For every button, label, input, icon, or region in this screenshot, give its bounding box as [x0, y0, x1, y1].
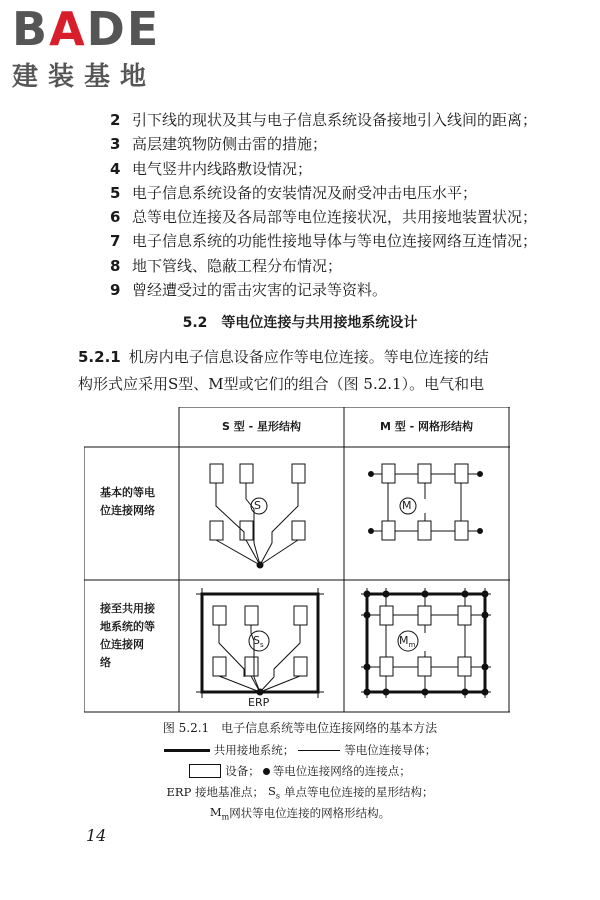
list-text: 总等电位连接及各局部等电位连接状况，共用接地装置状况； — [132, 208, 538, 227]
mm-label — [399, 632, 415, 654]
row-label-line: 基本的等电 — [100, 486, 155, 499]
legend-ss — [268, 784, 280, 800]
requirements-list — [110, 108, 537, 302]
list-text: 曾经遭受过的雷击灾害的记录等资料。 — [132, 281, 388, 300]
mm-main: M — [399, 634, 409, 647]
page-number: 14 — [86, 826, 107, 845]
logo-letter-e: E — [126, 2, 161, 56]
list-number: 4 — [110, 159, 121, 178]
ss-sub: s — [259, 641, 264, 650]
paragraph-line-2: 构形式应采用S型、M型或它们的组合（图 5.2.1）。电气和电 — [78, 375, 485, 393]
figure-5-2-1 — [84, 407, 510, 713]
list-number: 5 — [110, 183, 121, 202]
legend-conductor: 等电位连接导体； — [344, 743, 437, 757]
list-item — [110, 132, 537, 156]
column-header-m: M 型 - 网格形结构 — [379, 420, 473, 433]
bade-logo — [12, 2, 161, 93]
logo-word — [12, 2, 161, 56]
ss-sub: s — [275, 791, 280, 801]
erp-label: ERP — [248, 696, 270, 709]
list-number: 3 — [110, 135, 121, 154]
m-type-basic-mesh — [369, 464, 483, 540]
list-text: 电气竖井内线路敷设情况； — [132, 159, 313, 178]
mm-main: M — [209, 805, 222, 819]
legend-erp: ERP 接地基准点； — [166, 785, 264, 800]
list-item — [110, 205, 537, 229]
ss-main: S — [267, 784, 276, 798]
clause-number: 5.2.1 — [78, 348, 121, 366]
list-item — [110, 181, 537, 205]
row-label-line: 接至共用接 — [100, 602, 155, 615]
logo-subtitle: 建装基地 — [12, 62, 157, 92]
legend-row-3 — [0, 784, 600, 800]
m-type-common-earthing — [361, 588, 491, 698]
logo-letter-a: A — [49, 2, 87, 56]
list-text: 地下管线、隐蔽工程分布情况； — [132, 256, 343, 275]
legend-row-1 — [0, 742, 600, 758]
ss-main: S — [253, 634, 260, 647]
s-type-basic-star — [210, 464, 305, 568]
connection-dot-symbol — [263, 768, 270, 775]
list-number: 6 — [110, 208, 121, 227]
thin-line-symbol — [298, 750, 340, 751]
mm-sub: m — [408, 641, 416, 650]
m-label: M — [402, 499, 412, 512]
row-label-common — [100, 600, 155, 672]
s-label: S — [254, 499, 261, 512]
row-label-basic — [100, 484, 155, 520]
legend-device: 设备； — [225, 764, 260, 778]
figure-caption: 图 5.2.1 电子信息系统等电位连接网络的基本方法 — [162, 721, 438, 735]
legend-connection-point: 等电位连接网络的连接点； — [272, 764, 411, 778]
list-number: 8 — [110, 256, 121, 275]
paragraph-5-2-1 — [78, 344, 548, 398]
list-item — [110, 278, 537, 302]
logo-letter-d: D — [86, 2, 127, 56]
legend-row-2 — [0, 763, 600, 779]
paragraph-text-1: 机房内电子信息设备应作等电位连接。等电位连接的结 — [128, 348, 489, 366]
legend-row-4 — [0, 805, 600, 821]
list-item — [110, 229, 537, 253]
mm-sub: m — [221, 812, 230, 822]
list-text: 电子信息系统的功能性接地导体与等电位连接网络互连情况； — [132, 232, 538, 251]
legend-star: 单点等电位连接的星形结构； — [283, 785, 434, 800]
list-text: 引下线的现状及其与电子信息系统设备接地引入线间的距离； — [132, 111, 538, 129]
device-box-symbol — [189, 764, 221, 778]
section-title: 5.2 等电位连接与共用接地系统设计 — [182, 315, 418, 331]
row-label-line: 位连接网络 — [100, 504, 155, 517]
row-label-line: 位连接网 — [100, 638, 144, 651]
list-text: 电子信息系统设备的安装情况及耐受冲击电压水平； — [132, 183, 478, 202]
row-label-line: 络 — [100, 656, 111, 669]
ss-label — [253, 632, 264, 654]
list-number: 9 — [110, 281, 121, 300]
legend-mesh: 网状等电位连接的网格形结构。 — [229, 806, 391, 821]
row-label-line: 地系统的等 — [100, 620, 155, 633]
list-number: 2 — [110, 111, 121, 129]
list-text: 高层建筑物防侧击雷的措施； — [132, 135, 328, 154]
paragraph-line-1 — [78, 344, 548, 371]
thick-line-symbol — [164, 749, 210, 752]
list-item — [110, 108, 537, 132]
list-item — [110, 157, 537, 181]
list-item — [110, 254, 537, 278]
list-number: 7 — [110, 232, 121, 251]
logo-letter-b: B — [12, 2, 50, 56]
star-connection-point — [257, 562, 263, 568]
legend-shared-earthing: 共用接地系统； — [213, 743, 295, 757]
legend-mm — [210, 805, 229, 821]
column-header-s: S 型 - 星形结构 — [222, 420, 301, 433]
